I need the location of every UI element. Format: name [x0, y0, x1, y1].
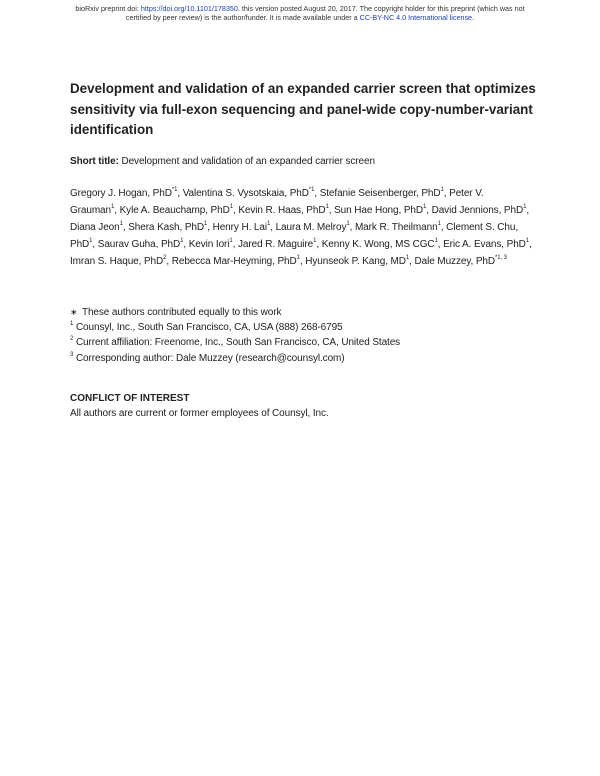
author-notes — [70, 305, 540, 366]
author-name: Clement S. Chu, PhD — [70, 221, 519, 250]
banner-line-2-suffix: . — [472, 13, 475, 22]
author-separator: , — [314, 188, 320, 199]
author-entry — [334, 205, 432, 216]
author-separator: , — [299, 255, 306, 267]
author-affiliation: 1 — [266, 220, 271, 227]
author-name: Henry H. Lai — [212, 221, 267, 233]
author-affiliation: 1 — [422, 203, 427, 210]
author-entry — [322, 239, 443, 250]
author-separator: , — [92, 238, 98, 250]
author-name: Diana Jeon — [70, 221, 120, 233]
affiliation-note — [70, 305, 540, 320]
note-text: Corresponding author: Dale Muzzey (research@counsyl.com) — [75, 352, 345, 364]
author-entry — [98, 239, 189, 250]
author-entry — [172, 256, 305, 267]
author-separator: , — [443, 188, 450, 199]
author-affiliation: 1 — [229, 237, 233, 244]
author-affiliation: 1 — [523, 203, 527, 210]
author-separator: , — [437, 238, 444, 250]
author-affiliation: *1 — [171, 187, 178, 193]
author-separator: , — [166, 255, 172, 267]
author-separator: , — [529, 238, 532, 250]
author-entry — [183, 188, 320, 199]
author-affiliation: 1 — [203, 220, 208, 227]
author-affiliation: 1 — [180, 237, 184, 244]
author-entry — [355, 222, 446, 233]
affiliation-note — [70, 335, 540, 350]
author-name: Laura M. Melroy — [275, 221, 347, 233]
author-affiliation: 1 — [229, 203, 233, 210]
author-list — [70, 186, 532, 271]
note-marker: ∗ — [70, 307, 78, 317]
author-name: Kyle A. Beauchamp, PhD — [119, 204, 230, 216]
author-affiliation: 1 — [434, 237, 438, 244]
author-entry — [320, 188, 449, 199]
author-affiliation: 1 — [89, 237, 93, 244]
author-entry — [128, 222, 212, 233]
author-affiliation: *1 — [308, 187, 315, 193]
author-name: Imran S. Haque, PhD — [70, 255, 164, 267]
author-separator: , — [316, 238, 322, 250]
author-entry — [238, 239, 322, 250]
banner-line-1 — [0, 4, 600, 13]
conflict-heading: CONFLICT OF INTEREST — [70, 393, 190, 404]
author-affiliation: *1, 3 — [494, 254, 507, 261]
author-separator: , — [270, 221, 276, 233]
author-separator: , — [349, 221, 355, 233]
author-affiliation: 1 — [111, 203, 115, 210]
author-name: Peter V. Grauman — [70, 188, 484, 216]
author-name: Sun Hae Hong, PhD — [334, 204, 423, 216]
author-name: Dale Muzzey, PhD — [414, 255, 495, 267]
author-affiliation: 1 — [405, 254, 410, 261]
author-entry — [70, 256, 172, 267]
author-affiliation: 1 — [346, 220, 350, 227]
author-name: Rebecca Mar-Heyming, PhD — [171, 255, 297, 267]
author-separator: , — [183, 238, 189, 250]
short-title — [70, 155, 540, 169]
author-separator: , — [122, 221, 129, 233]
author-name: Shera Kash, PhD — [128, 221, 204, 233]
author-name: Gregory J. Hogan, PhD — [70, 188, 172, 199]
affiliation-note — [70, 320, 540, 335]
short-title-text: Development and validation of an expanded carrier screen — [118, 156, 375, 167]
author-separator: , — [440, 221, 447, 233]
banner-line-1-prefix: bioRxiv preprint doi: — [75, 4, 141, 13]
note-marker: 3 — [70, 351, 74, 358]
author-entry — [432, 205, 529, 216]
short-title-label: Short title: — [70, 156, 119, 167]
author-separator: , — [177, 188, 183, 199]
author-entry — [120, 205, 239, 216]
note-marker: 1 — [70, 321, 74, 328]
author-name: Jared R. Maguire — [238, 238, 314, 250]
author-affiliation: 1 — [296, 254, 300, 261]
author-entry — [70, 188, 183, 199]
author-affiliation: 1 — [525, 237, 530, 244]
author-name: Eric A. Evans, PhD — [443, 238, 526, 250]
author-entry — [189, 239, 238, 250]
author-entry — [443, 239, 532, 250]
author-separator: , — [207, 221, 213, 233]
author-name: David Jennions, PhD — [431, 204, 524, 216]
author-name: Stefanie Seisenberger, PhD — [319, 188, 441, 199]
author-affiliation: 1 — [119, 220, 123, 227]
affiliation-note — [70, 351, 540, 366]
author-affiliation: 1 — [437, 220, 441, 227]
author-separator: , — [409, 255, 415, 267]
conflict-text: All authors are current or former employees of Counsyl, Inc. — [70, 408, 329, 419]
author-name: Valentina S. Vysotskaia, PhD — [182, 188, 309, 199]
note-text: These authors contributed equally to this work — [81, 307, 282, 318]
banner-line-2-prefix: certified by peer review) is the author/funder. It is made available under a — [125, 13, 360, 22]
author-entry — [213, 222, 276, 233]
author-affiliation: 1 — [313, 237, 317, 244]
license-link[interactable]: CC-BY-NC 4.0 International license — [359, 13, 473, 22]
banner-line-1-suffix: . this version posted August 20, 2017. The copyright holder for this preprint (which was not — [237, 4, 525, 13]
author-separator: , — [526, 204, 530, 216]
author-name: Hyunseok P. Kang, MD — [305, 255, 406, 267]
author-entry — [415, 256, 507, 267]
author-separator: , — [114, 204, 120, 216]
author-entry — [238, 205, 334, 216]
author-name: Kevin R. Haas, PhD — [238, 204, 326, 216]
preprint-banner — [0, 4, 600, 22]
author-entry — [70, 222, 128, 233]
author-name: Mark R. Theilmann — [354, 221, 438, 233]
banner-line-2 — [0, 13, 600, 22]
doi-link[interactable]: https://doi.org/10.1101/178350 — [140, 4, 238, 13]
author-name: Kenny K. Wong, MS CGC — [321, 238, 435, 250]
author-separator: , — [426, 204, 432, 216]
author-separator: , — [328, 204, 335, 216]
author-entry — [305, 256, 414, 267]
author-name: Saurav Guha, PhD — [97, 238, 181, 250]
author-affiliation: 1 — [440, 187, 444, 193]
author-separator: , — [232, 204, 239, 216]
author-name: Kevin Iori — [188, 238, 230, 250]
author-separator: , — [232, 238, 239, 250]
author-affiliation: 2 — [163, 254, 167, 261]
paper-title: Development and validation of an expanded carrier screen that optimizes sensitivity via full-exon sequencing and panel-wide copy-number-variant identification — [70, 81, 536, 137]
author-entry — [276, 222, 355, 233]
note-text: Counsyl, Inc., South San Francisco, CA, USA (888) 268-6795 — [75, 322, 343, 334]
author-affiliation: 1 — [325, 203, 329, 210]
note-text: Current affiliation: Freenome, Inc., South San Francisco, CA, United States — [75, 337, 401, 349]
note-marker: 2 — [70, 336, 74, 343]
